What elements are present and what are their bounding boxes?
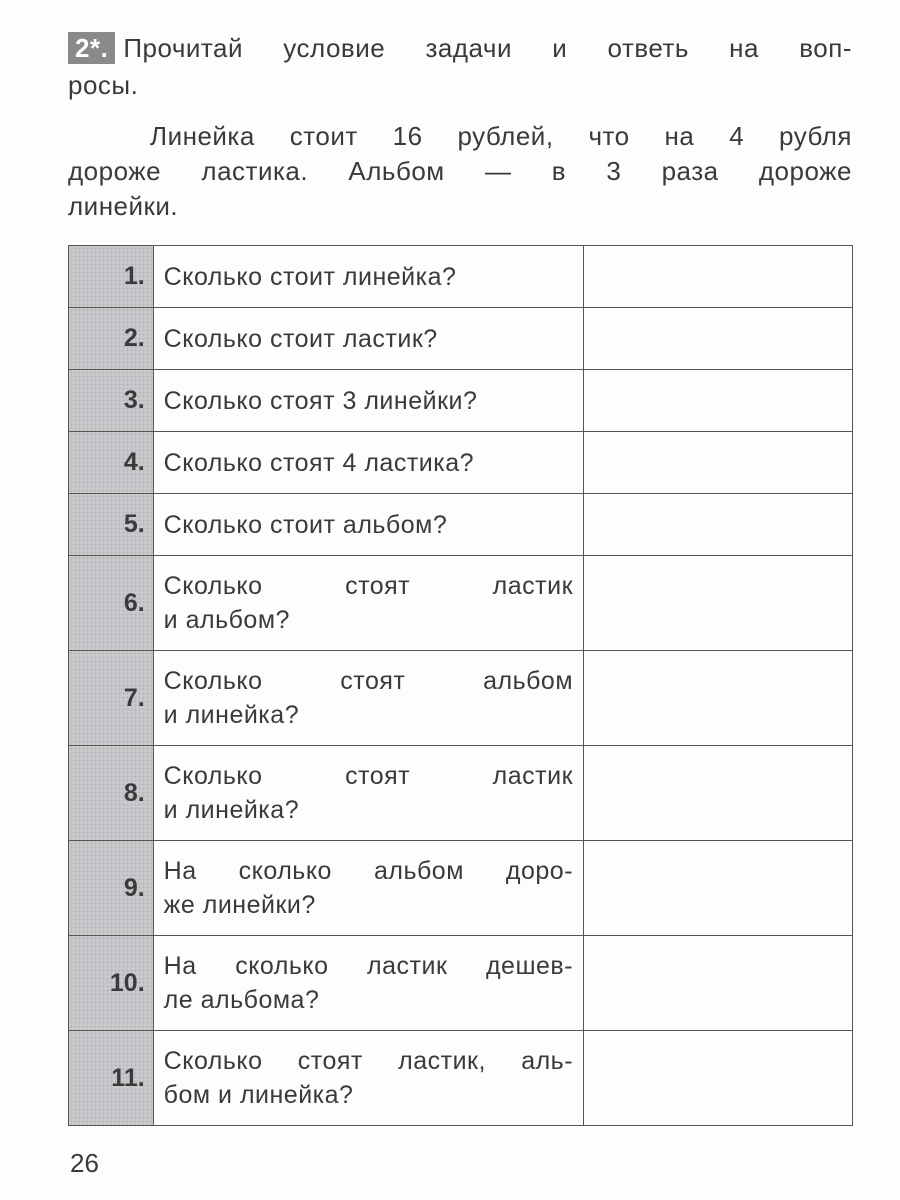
answer-cell[interactable]	[584, 308, 853, 370]
answer-cell[interactable]	[584, 936, 853, 1031]
question-text	[153, 308, 583, 370]
question-number: 1.	[69, 246, 154, 308]
question-text	[153, 651, 583, 746]
table-row	[69, 936, 853, 1031]
answer-cell[interactable]	[584, 841, 853, 936]
question-text	[153, 246, 583, 308]
question-number: 9.	[69, 841, 154, 936]
question-line: же линейки?	[163, 891, 316, 919]
question-line: Сколько стоят ластик	[163, 762, 574, 790]
question-text	[153, 1031, 583, 1126]
question-line: и линейка?	[163, 796, 300, 824]
condition-line: дороже ластика. Альбом — в 3 раза дороже	[68, 156, 852, 186]
task-number-badge: 2*.	[68, 32, 115, 64]
task-line-2: росы.	[68, 70, 139, 100]
condition-line: Линейка стоит 16 рублей, что на 4 рубля	[150, 121, 852, 151]
problem-condition	[68, 119, 852, 224]
question-number: 10.	[69, 936, 154, 1031]
question-number: 11.	[69, 1031, 154, 1126]
question-line: Сколько стоят ластик, аль-	[163, 1047, 574, 1075]
question-number: 8.	[69, 746, 154, 841]
answer-cell[interactable]	[584, 246, 853, 308]
question-line: Сколько стоит линейка?	[163, 262, 457, 291]
question-line: Сколько стоят альбом	[163, 667, 574, 695]
question-line: и линейка?	[163, 701, 300, 729]
question-text	[153, 936, 583, 1031]
answer-cell[interactable]	[584, 556, 853, 651]
task-line-1: 2*. Прочитай условие задачи и ответь на воп-	[68, 30, 852, 67]
table-row	[69, 746, 853, 841]
answer-cell[interactable]	[584, 432, 853, 494]
table-row	[69, 841, 853, 936]
answer-cell[interactable]	[584, 1031, 853, 1126]
question-line: бом и линейка?	[163, 1081, 354, 1109]
question-number: 3.	[69, 370, 154, 432]
answer-cell[interactable]	[584, 651, 853, 746]
question-line: Сколько стоят 4 ластика?	[163, 448, 475, 477]
task-heading	[68, 30, 852, 104]
page-number: 26	[70, 1148, 99, 1178]
question-line: Сколько стоят ластик	[163, 572, 574, 600]
question-text	[153, 370, 583, 432]
table-row	[69, 432, 853, 494]
question-number: 7.	[69, 651, 154, 746]
question-number: 6.	[69, 556, 154, 651]
question-number: 5.	[69, 494, 154, 556]
table-row	[69, 370, 853, 432]
question-text	[153, 746, 583, 841]
question-number: 2.	[69, 308, 154, 370]
table-row	[69, 1031, 853, 1126]
table-row	[69, 246, 853, 308]
question-line: На сколько альбом доро-	[163, 857, 574, 885]
question-line: На сколько ластик дешев-	[163, 952, 574, 980]
questions-table	[68, 245, 853, 1126]
table-row	[69, 494, 853, 556]
table-row	[69, 651, 853, 746]
question-text	[153, 494, 583, 556]
answer-cell[interactable]	[584, 746, 853, 841]
question-line: и альбом?	[163, 606, 290, 634]
question-number: 4.	[69, 432, 154, 494]
answer-cell[interactable]	[584, 370, 853, 432]
question-text	[153, 556, 583, 651]
question-text	[153, 841, 583, 936]
condition-line: линейки.	[68, 191, 179, 221]
table-row	[69, 308, 853, 370]
question-line: ле альбома?	[163, 986, 320, 1014]
question-line: Сколько стоят 3 линейки?	[163, 386, 478, 415]
question-line: Сколько стоит альбом?	[163, 510, 448, 539]
question-line: Сколько стоит ластик?	[163, 324, 438, 353]
answer-cell[interactable]	[584, 494, 853, 556]
table-row	[69, 556, 853, 651]
question-text	[153, 432, 583, 494]
